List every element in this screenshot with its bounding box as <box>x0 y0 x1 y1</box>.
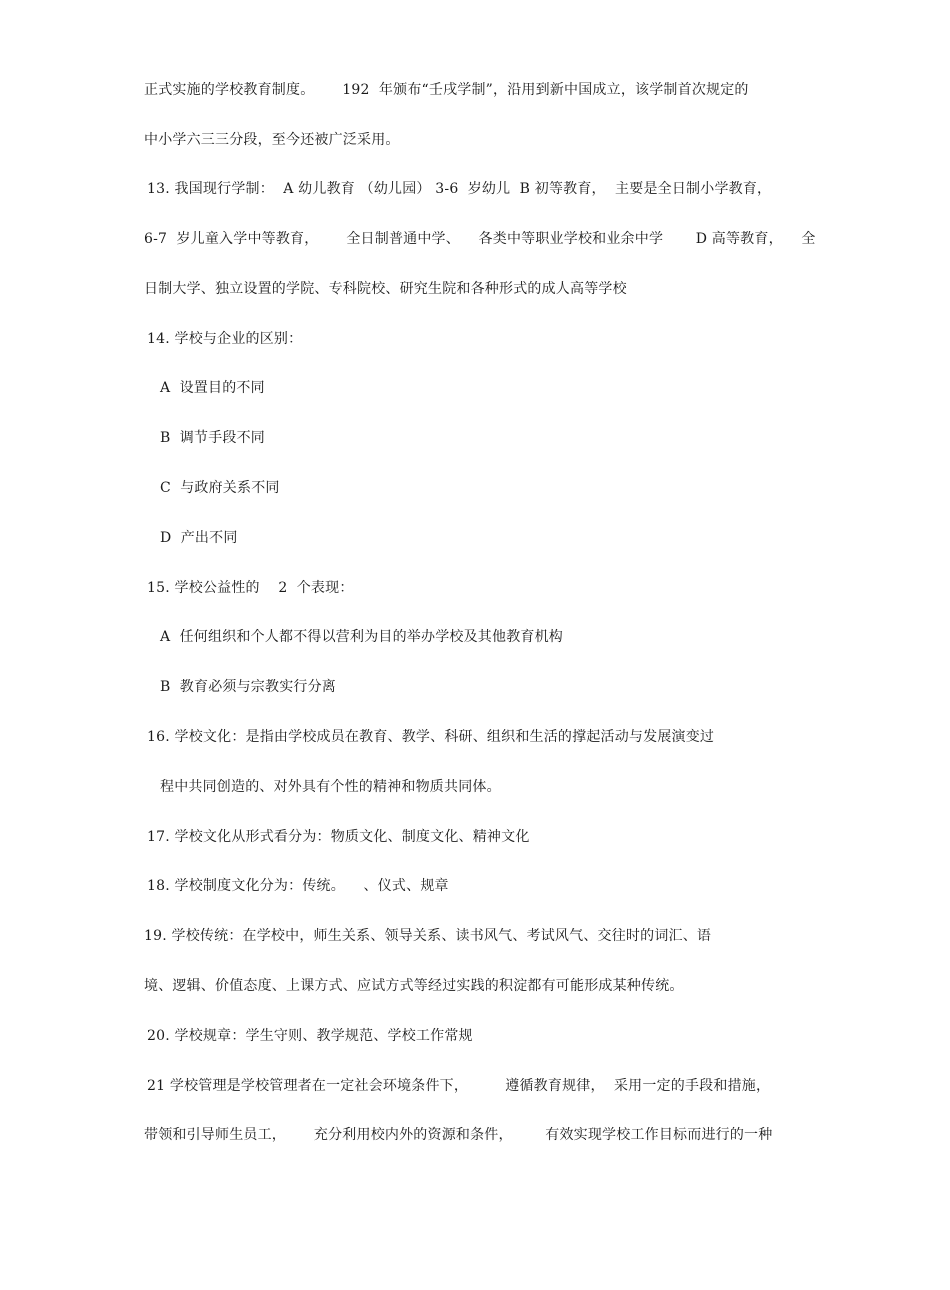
text-line: 16. 学校文化：是指由学校成员在教育、教学、科研、组织和生活的撑起活动与发展演变过 <box>147 729 715 745</box>
text-line: 带领和引导师生员工， 充分利用校内外的资源和条件， 有效实现学校工作目标而进行的一种 <box>144 1127 773 1143</box>
text-line: 程中共同创造的、对外具有个性的精神和物质共同体。 <box>160 779 501 795</box>
text-line: 19. 学校传统：在学校中，师生关系、领导关系、读书风气、考试风气、交往时的词汇、语 <box>144 928 712 944</box>
text-line: 20. 学校规章：学生守则、教学规范、学校工作常规 <box>147 1028 473 1044</box>
list-item: A 任何组织和个人都不得以营利为目的举办学校及其他教育机构 <box>160 629 564 645</box>
list-item: D 产出不同 <box>160 530 238 546</box>
text-line: 6-7 岁儿童入学中等教育， 全日制普通中学、 各类中等职业学校和业余中学 D 高等教育， 全 <box>144 231 816 247</box>
list-item: B 教育必须与宗教实行分离 <box>160 679 336 695</box>
text-line: 15. 学校公益性的 2 个表现： <box>147 580 354 596</box>
text-line: 14. 学校与企业的区别： <box>147 331 303 347</box>
text-line: 21 学校管理是学校管理者在一定社会环境条件下， 遵循教育规律， 采用一定的手段和措施， <box>147 1078 771 1094</box>
list-item: C 与政府关系不同 <box>160 480 280 496</box>
text-line: 17. 学校文化从形式看分为：物质文化、制度文化、精神文化 <box>147 829 530 845</box>
text-line: 正式实施的学校教育制度。 192 年颁布“壬戌学制”，沿用到新中国成立，该学制首次规定的 <box>144 82 749 98</box>
text-line: 境、逻辑、价值态度、上课方式、应试方式等经过实践的积淀都有可能形成某种传统。 <box>144 978 684 994</box>
text-line: 18. 学校制度文化分为：传统。 、仪式、规章 <box>147 878 449 894</box>
text-line: 日制大学、独立设置的学院、专科院校、研究生院和各种形式的成人高等学校 <box>144 281 627 297</box>
list-item: B 调节手段不同 <box>160 430 265 446</box>
text-line: 中小学六三三分段，至今还被广泛采用。 <box>144 132 400 148</box>
list-item: A 设置目的不同 <box>160 380 265 396</box>
text-line: 13. 我国现行学制： A 幼儿教育 （幼儿园） 3-6 岁幼儿 B 初等教育， 主要是全日制小学教育， <box>147 181 772 197</box>
